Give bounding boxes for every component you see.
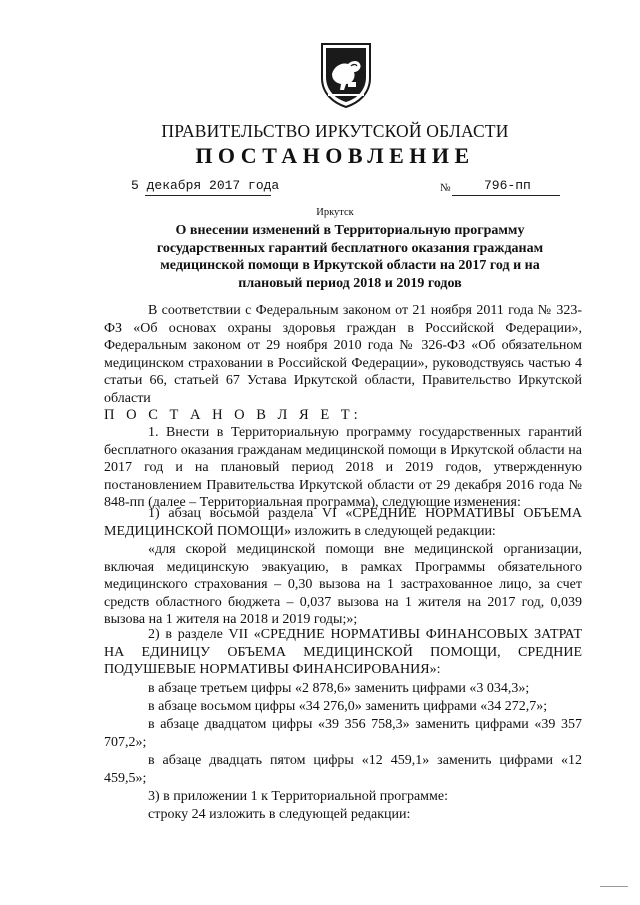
government-name: ПРАВИТЕЛЬСТВО ИРКУТСКОЙ ОБЛАСТИ	[161, 121, 509, 141]
number-underline	[452, 195, 560, 196]
subitem-3-a: строку 24 изложить в следующей редакции:	[148, 807, 411, 822]
scan-mark	[600, 886, 628, 887]
subitem-2-a: в абзаце третьем цифры «2 878,6» заменить цифрами «3 034,3»;	[148, 681, 530, 696]
subitem-2-d: в абзаце двадцать пятом цифры «12 459,1» заменить цифрами «12 459,5»;	[104, 753, 582, 786]
subitem-1: 1) абзац восьмой раздела VI «СРЕДНИЕ НОРМАТИВЫ ОБЪЕМА МЕДИЦИНСКОЙ ПОМОЩИ» изложить в следующей редакции:	[104, 506, 582, 539]
subitem-3: 3) в приложении 1 к Территориальной программе:	[148, 789, 448, 804]
subitem-2: 2) в разделе VII «СРЕДНИЕ НОРМАТИВЫ ФИНАНСОВЫХ ЗАТРАТ НА ЕДИНИЦУ ОБЪЕМА МЕДИЦИНСКОЙ ПОМОЩИ, СРЕДНИЕ ПОДУШЕВЫЕ НОРМАТИВЫ ФИНАНСИРОВАНИЯ»:	[104, 627, 582, 677]
resolves-heading: П О С Т А Н О В Л Я Е Т:	[104, 407, 362, 423]
document-title: О внесении изменений в Территориальную программу государственных гарантий бесплатного оказания гражданам медицинской помощи в Иркутской области на 2017 год и на плановый период 2018 и 2019 годов	[156, 223, 544, 291]
document-number: 796-пп	[484, 178, 531, 193]
date-underline	[145, 195, 271, 196]
subitem-2-c: в абзаце двадцатом цифры «39 356 758,3» заменить цифрами «39 357 707,2»;	[104, 717, 582, 750]
document-date: 5 декабря 2017 года	[131, 178, 280, 193]
irkutsk-coat-of-arms-icon	[318, 40, 374, 108]
subitem-1-quote: «для скорой медицинской помощи вне медицинской организации, включая медицинскую эвакуацию, в рамках Программы обязательного медицинского страхования – 0,30 вызова на 1 застрахованное лицо, за счет средств областного бюджета – 0,037 вызова на 1 жителя на 2017 год, 0,039 вызова на 1 жителя на 2018 и 2019 годы;»;	[104, 542, 582, 627]
item-1: 1. Внести в Территориальную программу государственных гарантий бесплатного оказания гражданам медицинской помощи в Иркутской области на 2017 год и на плановый период 2018 и 2019 годов, утвержденную постановлением Правительства Иркутской области от 29 декабря 2016 года № 848-пп (далее – Территориальная программа), следующие изменения:	[104, 425, 582, 510]
preamble: В соответствии с Федеральным законом от 21 ноября 2011 года № 323-ФЗ «Об основах охраны здоровья граждан в Российской Федерации», Федеральным законом от 29 ноября 2010 года № 326-ФЗ «Об обязательном медицинском страховании в Российской Федерации», руководствуясь частью 4 статьи 66, статьей 67 Устава Иркутской области, Правительство Иркутской области	[104, 303, 582, 406]
subitem-2-b: в абзаце восьмом цифры «34 276,0» заменить цифрами «34 272,7»;	[148, 699, 548, 714]
number-sign: №	[440, 182, 451, 194]
city: Иркутск	[316, 207, 354, 218]
document-type: ПОСТАНОВЛЕНИЕ	[195, 143, 475, 168]
